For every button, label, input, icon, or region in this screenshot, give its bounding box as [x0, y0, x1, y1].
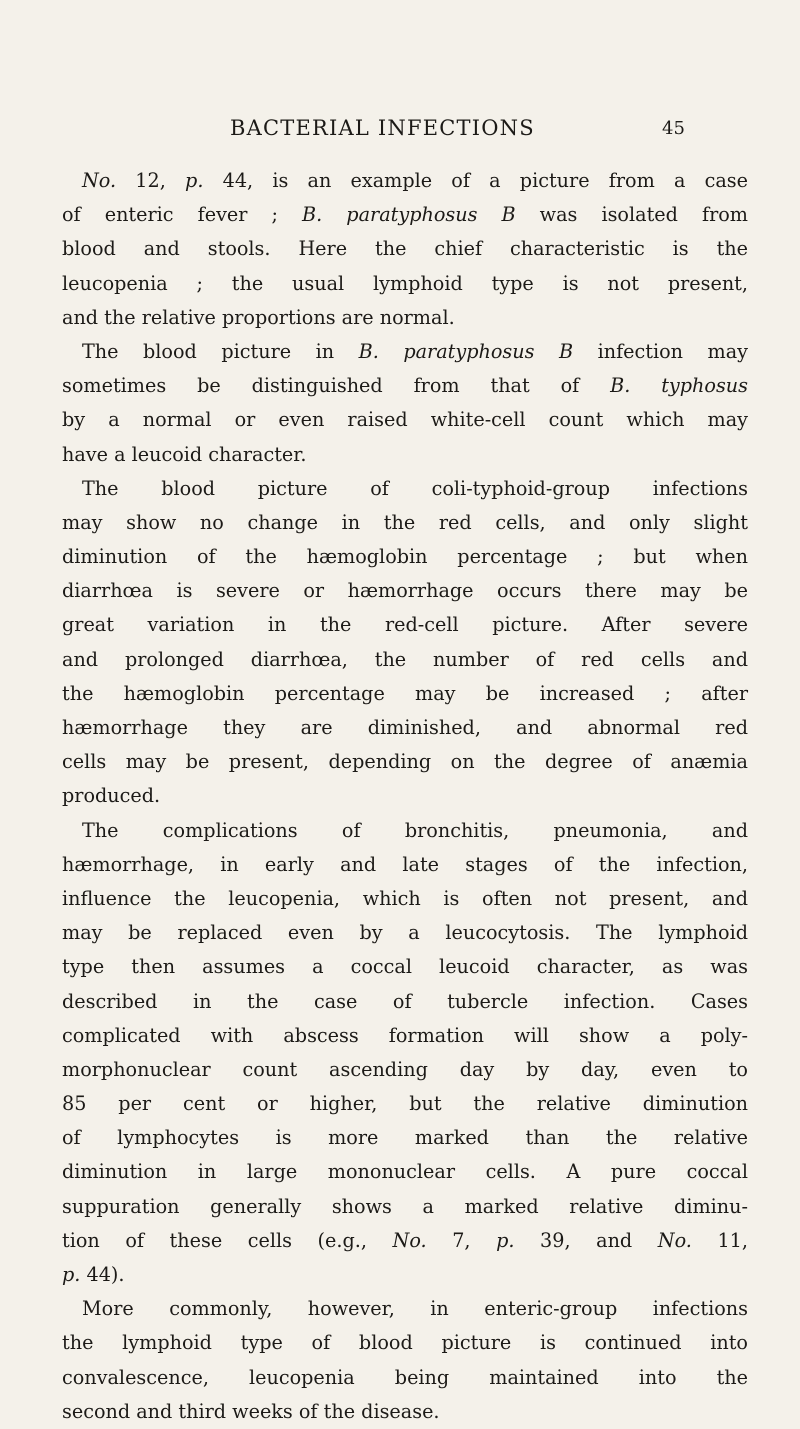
italic-text-run: p.: [62, 1263, 81, 1286]
text-line: [62, 1224, 748, 1258]
text-line: [62, 916, 748, 950]
text-run: great variation in the red-cell picture. After severe: [62, 613, 748, 637]
text-line: [62, 267, 748, 301]
text-line: [62, 1395, 748, 1429]
text-line: [62, 1326, 748, 1360]
text-run: diminution of the hæmoglobin percentage ; but when: [62, 545, 748, 569]
text-run: diarrhœa is severe or hæmorrhage occurs there may be: [62, 579, 748, 603]
text-line: [62, 711, 748, 745]
text-run: produced.: [62, 784, 161, 808]
text-run: 44, is an example of a picture from a case: [203, 169, 748, 192]
text-run: More commonly, however, in enteric-group infections: [82, 1297, 748, 1321]
text-line: [62, 1258, 748, 1292]
text-line: [62, 403, 748, 437]
text-run: convalescence, leucopenia being maintained into the: [62, 1365, 748, 1389]
text-run: of lymphocytes is more marked than the relative: [62, 1126, 748, 1150]
text-run: may be replaced even by a leucocytosis. The lymphoid: [62, 921, 748, 945]
text-run: infection may: [573, 339, 749, 363]
text-run: The blood picture of coli-typhoid-group infections: [82, 476, 748, 500]
text-line: [62, 779, 748, 813]
italic-text-run: No.: [392, 1228, 427, 1252]
text-run: described in the case of tubercle infection. Cases: [62, 989, 748, 1013]
text-line: [62, 950, 748, 984]
text-run: the lymphoid type of blood picture is continued into: [62, 1331, 748, 1355]
text-line: [62, 814, 748, 848]
text-line: [62, 677, 748, 711]
text-run: diminution in large mononuclear cells. A pure coccal: [62, 1160, 748, 1184]
text-run: leucopenia ; the usual lymphoid type is not present,: [62, 271, 748, 295]
text-line: [62, 643, 748, 677]
text-line: [62, 1019, 748, 1053]
italic-text-run: B. typhosus: [610, 374, 749, 398]
text-line: [62, 574, 748, 608]
text-run: 7,: [426, 1228, 497, 1252]
text-run: suppuration generally shows a marked relative diminu-: [62, 1194, 748, 1218]
text-line: [62, 506, 748, 540]
text-run: 11,: [691, 1228, 748, 1252]
text-run: hæmorrhage they are diminished, and abnormal red: [62, 716, 748, 739]
text-run: The blood picture in: [82, 339, 359, 363]
text-run: tion of these cells (e.g.,: [62, 1228, 393, 1252]
italic-text-run: p.: [185, 169, 204, 192]
text-line: [62, 882, 748, 916]
italic-text-run: p.: [496, 1228, 515, 1252]
running-title: BACTERIAL INFECTIONS: [230, 116, 535, 140]
text-line: [62, 1121, 748, 1155]
text-run: sometimes be distinguished from that of: [62, 374, 611, 398]
text-run: 85 per cent or higher, but the relative diminution: [62, 1092, 748, 1116]
italic-text-run: No.: [82, 169, 117, 192]
text-line: [62, 1087, 748, 1121]
text-run: and prolonged diarrhœa, the number of red cells and: [62, 647, 748, 671]
text-run: have a leucoid character.: [62, 442, 307, 466]
text-run: blood and stools. Here the chief characteristic is the: [62, 237, 748, 261]
text-line: [62, 335, 748, 369]
text-run: 39, and: [514, 1228, 658, 1252]
text-line: [62, 198, 748, 232]
text-run: The complications of bronchitis, pneumonia, and: [82, 818, 748, 842]
text-run: may show no change in the red cells, and only slight: [62, 510, 748, 534]
text-run: second and third weeks of the disease.: [62, 1399, 440, 1423]
text-run: of enteric fever ;: [62, 203, 303, 227]
text-line: [62, 369, 748, 403]
text-line: [62, 608, 748, 642]
text-line: [62, 301, 748, 335]
text-run: by a normal or even raised white-cell count which may: [62, 408, 748, 432]
italic-text-run: No.: [657, 1228, 692, 1252]
text-line: [62, 232, 748, 266]
text-run: 12,: [116, 169, 186, 192]
running-head: [0, 116, 800, 146]
text-run: hæmorrhage, in early and late stages of the infection,: [62, 852, 748, 876]
text-run: cells may be present, depending on the degree of anæmia: [62, 750, 748, 774]
text-line: [62, 1292, 748, 1326]
text-run: the hæmoglobin percentage may be increased ; after: [62, 681, 748, 705]
text-run: morphonuclear count ascending day by day, even to: [62, 1057, 748, 1081]
text-run: type then assumes a coccal leucoid character, as was: [62, 955, 748, 979]
text-run: and the relative proportions are normal.: [62, 305, 455, 329]
page-number: 45: [662, 118, 685, 139]
italic-text-run: B. paratyphosus B: [302, 203, 516, 227]
italic-text-run: B. paratyphosus B: [358, 339, 574, 363]
text-line: [62, 472, 748, 506]
text-line: [62, 1053, 748, 1087]
text-line: [62, 438, 748, 472]
body-text: [62, 164, 748, 1429]
text-run: was isolated from: [515, 203, 748, 227]
text-run: 44).: [80, 1263, 125, 1286]
text-line: [62, 540, 748, 574]
text-run: influence the leucopenia, which is often not present, and: [62, 886, 748, 910]
text-line: [62, 848, 748, 882]
text-line: [62, 985, 748, 1019]
text-line: [62, 1155, 748, 1189]
text-run: complicated with abscess formation will show a poly-: [62, 1023, 748, 1047]
text-line: [62, 745, 748, 779]
text-line: [62, 1190, 748, 1224]
text-line: [62, 1361, 748, 1395]
text-line: [62, 164, 748, 198]
